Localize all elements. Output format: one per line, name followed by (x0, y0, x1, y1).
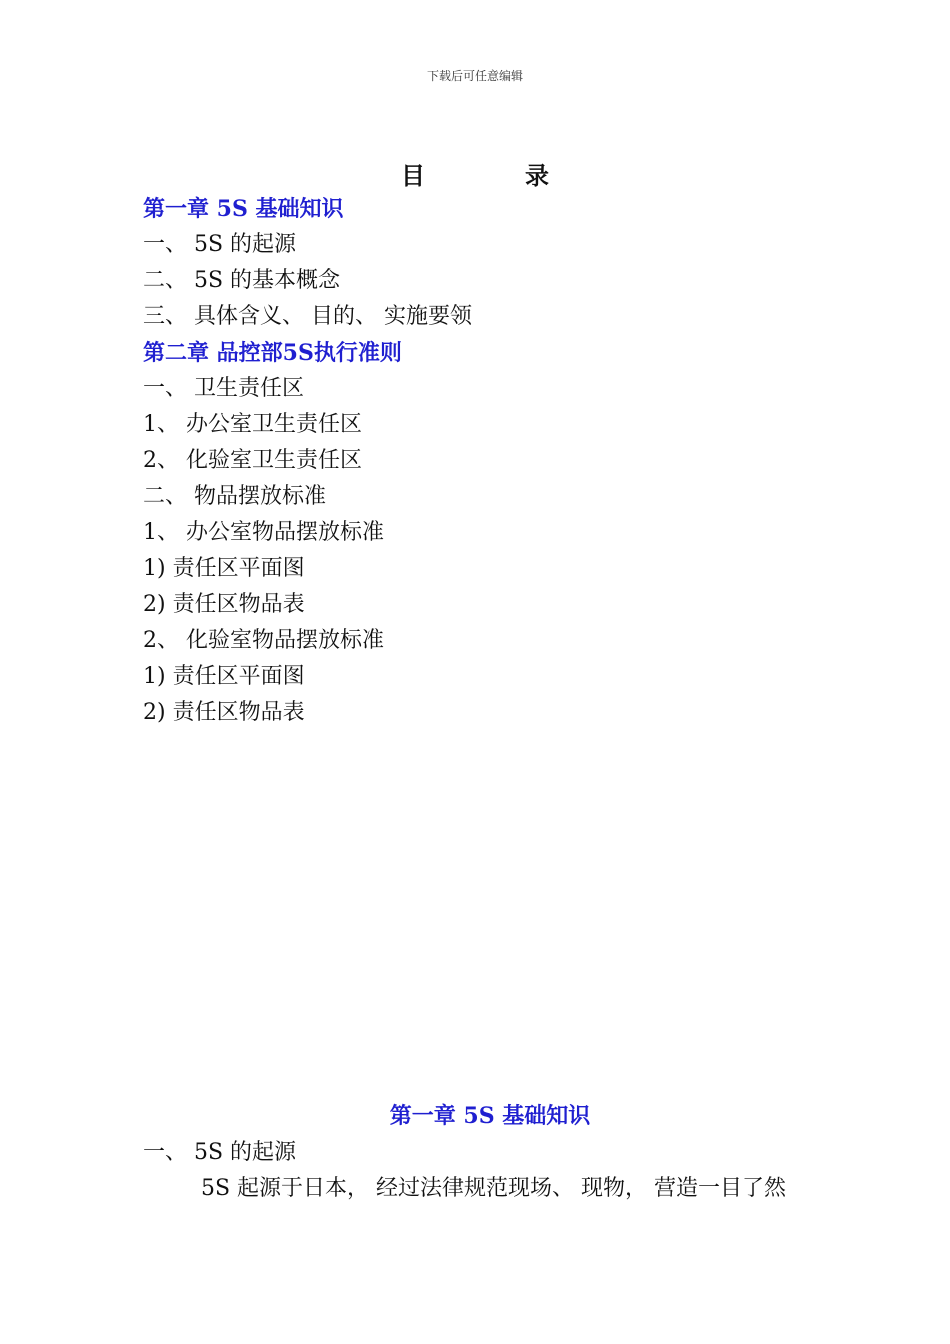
section-subheading: 一、 5S 的起源 (143, 1140, 297, 1165)
toc-entry[interactable]: 二、 5S 的基本概念 (143, 268, 341, 293)
toc-entry[interactable]: 二、 物品摆放标准 (143, 484, 326, 509)
toc-entry[interactable]: 1) 责任区平面图 (143, 664, 305, 689)
body-paragraph: 5S 起源于日本， 经过法律规范现场、 现物， 营造一目了然 (201, 1176, 787, 1201)
toc-entry[interactable]: 2、 化验室卫生责任区 (143, 448, 362, 473)
toc-entry[interactable]: 三、 具体含义、 目的、 实施要领 (143, 304, 472, 329)
toc-title (0, 156, 950, 191)
toc-chapter-2[interactable]: 第二章 品控部5S执行准则 (143, 340, 402, 366)
toc-entry[interactable]: 1) 责任区平面图 (143, 556, 305, 581)
toc-entry[interactable]: 1、 办公室物品摆放标准 (143, 520, 384, 545)
header-note: 下载后可任意编辑 (426, 69, 523, 83)
toc-title-left: 目 (401, 161, 425, 190)
toc-entry[interactable]: 2、 化验室物品摆放标准 (143, 628, 384, 653)
toc-entry[interactable]: 一、 5S 的起源 (143, 232, 297, 257)
toc-entry[interactable]: 2) 责任区物品表 (143, 592, 305, 617)
toc-chapter-1[interactable]: 第一章 5S 基础知识 (143, 196, 344, 222)
chapter-heading: 第一章 5S 基础知识 (389, 1103, 591, 1129)
toc-entry[interactable]: 2) 责任区物品表 (143, 700, 305, 725)
toc-entry[interactable]: 1、 办公室卫生责任区 (143, 412, 362, 437)
toc-entry[interactable]: 一、 卫生责任区 (143, 376, 304, 401)
toc-title-right: 录 (525, 161, 549, 190)
